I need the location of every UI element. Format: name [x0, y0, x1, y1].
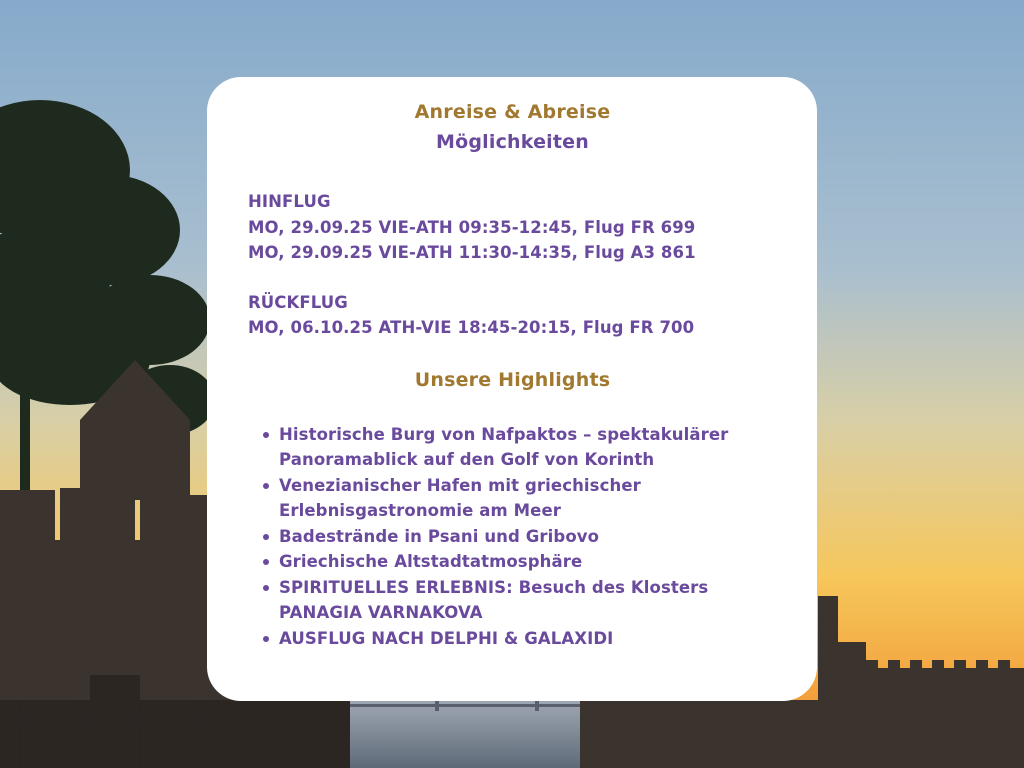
- bullet-icon: [263, 534, 269, 540]
- card-title-travel: Anreise & Abreise: [414, 101, 611, 123]
- bullet-icon: [263, 559, 269, 565]
- return-flight-line: MO, 06.10.25 ATH-VIE 18:45-20:15, Flug FR 700: [248, 318, 695, 337]
- list-item: [263, 524, 777, 550]
- bullet-icon: [263, 483, 269, 489]
- info-card: [207, 77, 817, 701]
- highlights-heading: Unsere Highlights: [414, 368, 611, 391]
- highlight-text: Historische Burg von Nafpaktos – spektakulärer Panoramablick auf den Golf von Korinth: [279, 424, 729, 469]
- highlight-text: AUSFLUG NACH DELPHI & GALAXIDI: [279, 628, 614, 648]
- outbound-flights: [248, 189, 777, 266]
- highlight-text: Badestrände in Psani und Gribovo: [279, 526, 600, 546]
- list-item: [263, 473, 777, 524]
- outbound-flight-line: MO, 29.09.25 VIE-ATH 11:30-14:35, Flug A3 861: [248, 243, 696, 262]
- outbound-flight-line: MO, 29.09.25 VIE-ATH 09:35-12:45, Flug FR 699: [248, 217, 696, 237]
- highlight-text: Griechische Altstadtatmosphäre: [279, 552, 583, 571]
- bullet-icon: [263, 636, 269, 642]
- highlight-text: Venezianischer Hafen mit griechischer Erlebnisgastronomie am Meer: [279, 475, 641, 520]
- card-subtitle-options: Möglichkeiten: [436, 131, 589, 153]
- bullet-icon: [263, 585, 269, 591]
- bullet-icon: [263, 432, 269, 438]
- list-item: [263, 549, 777, 575]
- return-label: RÜCKFLUG: [248, 292, 348, 312]
- return-flights: [248, 290, 777, 341]
- flight-schedule: [248, 189, 777, 341]
- list-item: [263, 626, 777, 652]
- list-item: [263, 422, 777, 473]
- highlights-list: [248, 422, 777, 652]
- list-item: [263, 575, 777, 626]
- highlight-text: SPIRITUELLES ERLEBNIS: Besuch des Klosters PANAGIA VARNAKOVA: [279, 577, 709, 622]
- outbound-label: HINFLUG: [248, 192, 331, 211]
